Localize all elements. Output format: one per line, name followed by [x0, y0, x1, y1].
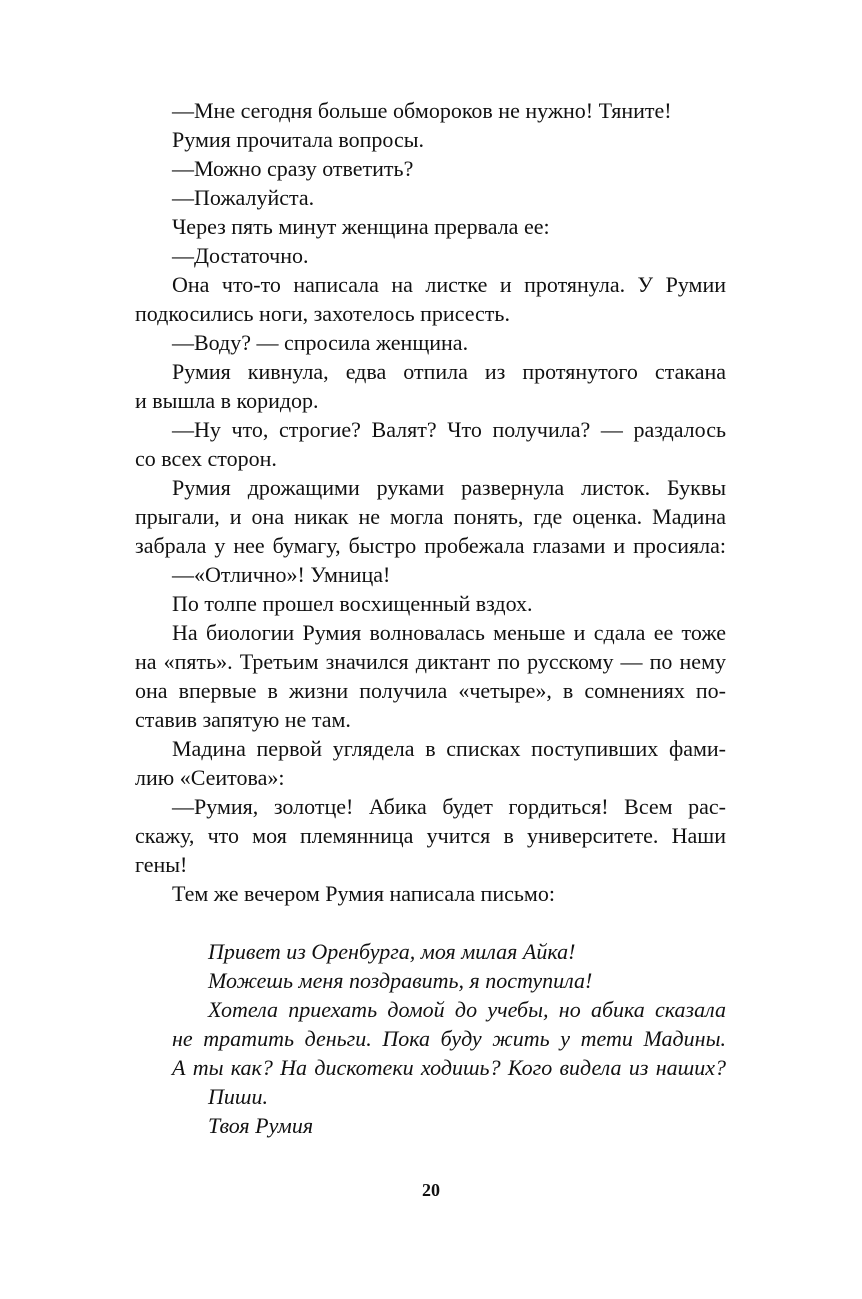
text-line: Румия кивнула, едва отпила из протянутого стакана — [172, 359, 726, 384]
text-line: —Ну что, строгие? Валят? Что получила? — раздалось — [172, 417, 726, 442]
text-line: скажу, что моя племянница учится в университете. Наши — [135, 823, 726, 848]
letter-line: Хотела приехать домой до учебы, но абика сказала — [208, 997, 726, 1022]
text-line: —Румия, золотце! Абика будет гордиться! Всем рас- — [172, 794, 726, 819]
letter-line: Привет из Оренбурга, моя милая Айка! — [208, 939, 576, 964]
text-line: —Воду? — спросила женщина. — [172, 330, 469, 355]
page-number: 20 — [422, 1180, 440, 1200]
text-line: гены! — [135, 852, 188, 877]
text-line: забрала у нее бумагу, быстро пробежала глазами и просияла: — [135, 533, 726, 558]
text-line: прыгали, и она никак не могла понять, где оценка. Мадина — [135, 504, 726, 529]
text-line: —«Отлично»! Умница! — [172, 562, 391, 587]
text-line: Румия прочитала вопросы. — [172, 127, 424, 152]
text-line: ставив запятую не там. — [135, 707, 351, 732]
text-line: —Можно сразу ответить? — [172, 156, 414, 181]
text-line: на «пять». Третьим значился диктант по русскому — по нему — [135, 649, 726, 674]
text-line: подкосились ноги, захотелось присесть. — [135, 301, 510, 326]
text-line: Она что-то написала на листке и протянула. У Румии — [172, 272, 726, 297]
text-line: и вышла в коридор. — [135, 388, 319, 413]
text-line: Через пять минут женщина прервала ее: — [172, 214, 550, 239]
text-line: Мадина первой углядела в списках поступивших фами- — [172, 736, 726, 761]
text-line: Румия дрожащими руками развернула листок. Буквы — [172, 475, 726, 500]
text-line: —Достаточно. — [172, 243, 309, 268]
letter-line: А ты как? На дискотеки ходишь? Кого видела из наших? — [172, 1055, 726, 1080]
text-line: На биологии Румия волновалась меньше и сдала ее тоже — [172, 620, 726, 645]
text-line: —Мне сегодня больше обмороков не нужно! Тяните! — [172, 98, 672, 123]
text-line: она впервые в жизни получила «четыре», в сомнениях по- — [135, 678, 726, 703]
text-line: со всех сторон. — [135, 446, 277, 471]
text-line: —Пожалуйста. — [172, 185, 315, 210]
letter-line: Твоя Румия — [208, 1113, 314, 1138]
text-line: По толпе прошел восхищенный вздох. — [172, 591, 533, 616]
letter-line: не тратить деньги. Пока буду жить у тети Мадины. — [172, 1026, 726, 1051]
letter-line: Можешь меня поздравить, я поступила! — [208, 968, 593, 993]
letter-line: Пиши. — [208, 1084, 268, 1109]
text-line: Тем же вечером Румия написала письмо: — [172, 881, 555, 906]
text-line: лию «Сеитова»: — [135, 765, 285, 790]
